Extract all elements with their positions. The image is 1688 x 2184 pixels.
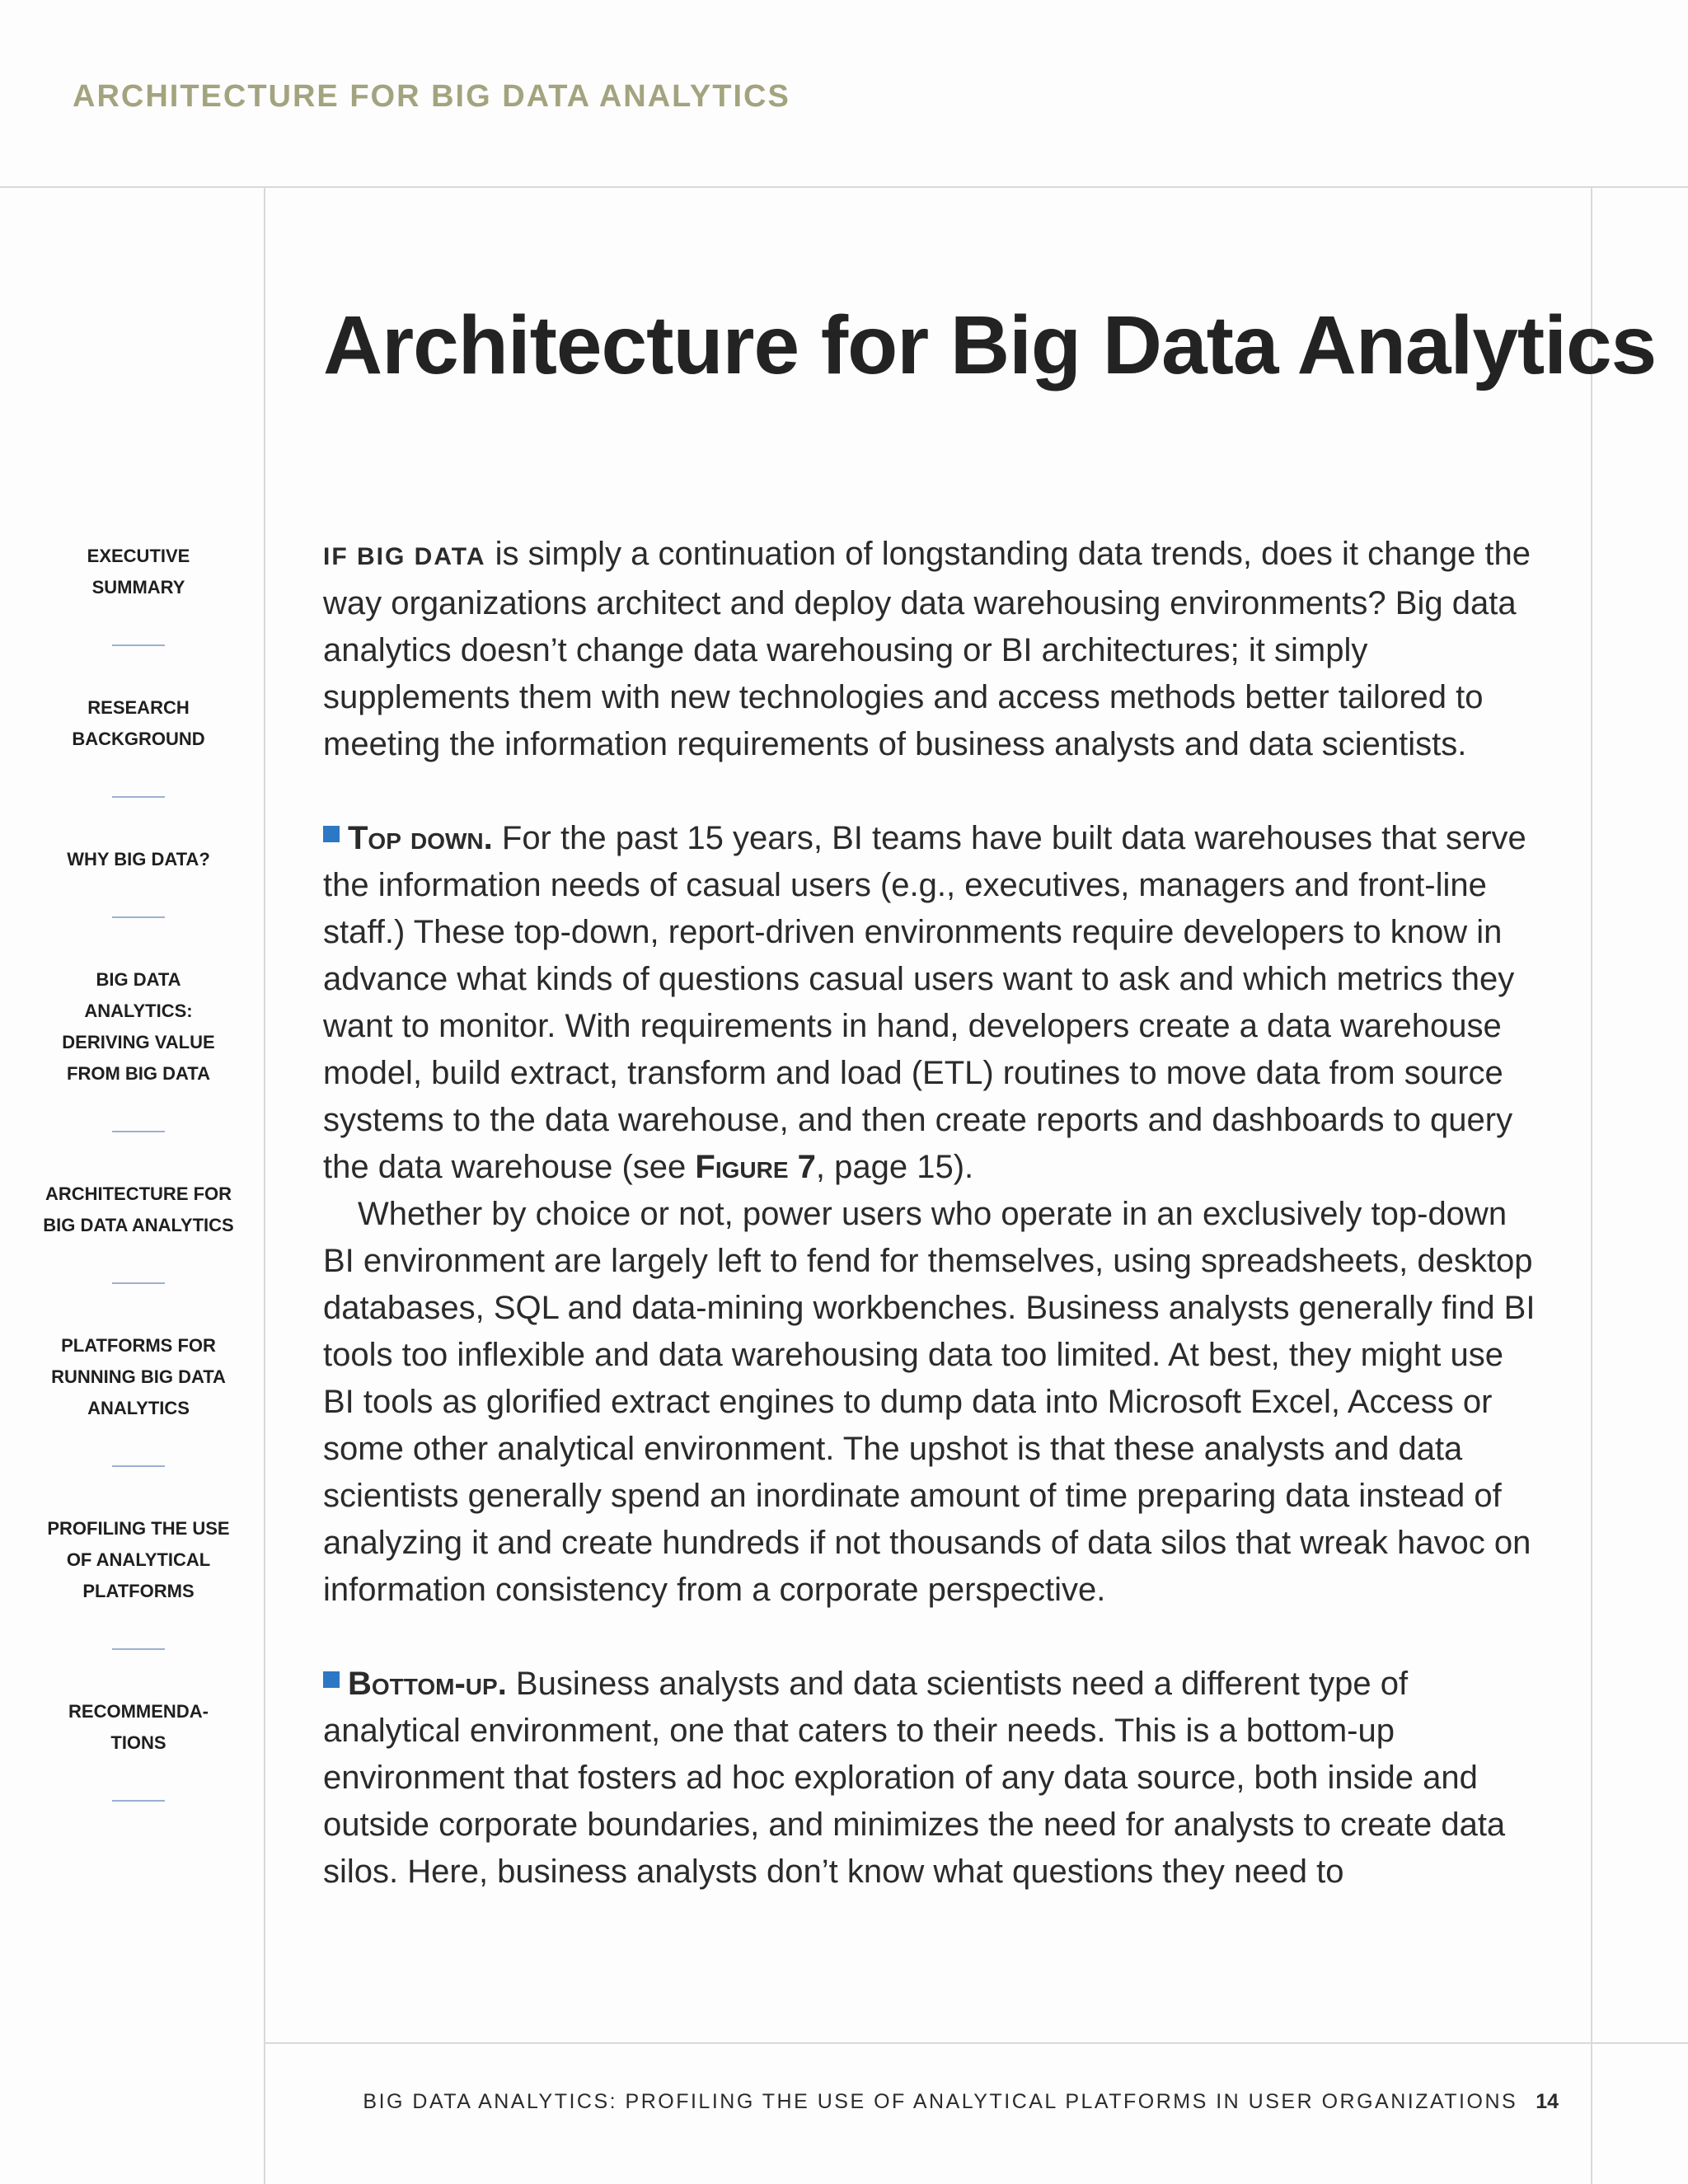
sidebar-item-big-data-analytics[interactable]: BIG DATA ANALYTICS: DERIVING VALUE FROM BIG DATA bbox=[62, 969, 215, 1084]
nav-separator bbox=[112, 1465, 165, 1467]
figure-7-link[interactable]: Figure 7 bbox=[695, 1149, 816, 1185]
nav-separator bbox=[112, 644, 165, 646]
sidebar-item-research-background[interactable]: RESEARCH BACKGROUND bbox=[72, 697, 205, 749]
sidebar-item-executive-summary[interactable]: EXECUTIVE SUMMARY bbox=[87, 546, 190, 598]
nav-separator bbox=[112, 1648, 165, 1650]
intro-lead-in: IF BIG DATA bbox=[323, 543, 486, 570]
footer bbox=[363, 2090, 1559, 2114]
frame-rule-right bbox=[1591, 186, 1592, 2184]
square-bullet-icon bbox=[323, 1671, 340, 1688]
page-number: 14 bbox=[1536, 2090, 1559, 2113]
bottom-up-paragraph bbox=[323, 1661, 1541, 1896]
nav-separator bbox=[112, 1282, 165, 1284]
header-bar bbox=[0, 0, 1688, 188]
top-down-heading: Top down. bbox=[348, 820, 493, 856]
footer-rule bbox=[264, 2042, 1688, 2044]
sidebar-item-recommendations[interactable]: RECOMMENDA-TIONS bbox=[68, 1701, 209, 1753]
sidebar-item-profiling[interactable]: PROFILING THE USE OF ANALYTICAL PLATFORMS bbox=[47, 1518, 230, 1601]
bottom-up-text: Business analysts and data scientists need a different type of analytical environment, one that caters to their needs. This is a bottom-up environment that fosters ad hoc exploration of any data source, both inside and outside corporate boundaries, and minimizes the need for analysts to create data silos. Here, business analysts don’t know what questions they need to bbox=[323, 1666, 1506, 1890]
sidebar-nav bbox=[0, 541, 277, 1848]
intro-text: is simply a continuation of longstanding data trends, does it change the way organizations architect and deploy data warehousing environments? Big data analytics doesn’t change data warehousing or BI architectures; it simply supplements them with new technologies and access methods better tailored to meeting the information requirements of business analysts and data scientists. bbox=[323, 536, 1531, 762]
sidebar-item-why-big-data[interactable]: WHY BIG DATA? bbox=[67, 849, 210, 869]
sidebar-item-architecture[interactable]: ARCHITECTURE FOR BIG DATA ANALYTICS bbox=[43, 1183, 234, 1235]
nav-separator bbox=[112, 1800, 165, 1802]
article-body bbox=[323, 531, 1541, 1896]
bottom-up-heading: Bottom-up. bbox=[348, 1666, 507, 1702]
power-users-paragraph: Whether by choice or not, power users who operate in an exclusively top-down BI environment are largely left to fend for themselves, using spreadsheets, desktop databases, SQL and data-mining workbenches. Business analysts generally find BI tools too inflexible and data warehousing data too limited. At best, they might use BI tools as glorified extract engines to dump data into Microsoft Excel, Access or some other analytical environment. The upshot is that these analysts and data scientists generally spend an inordinate amount of time preparing data instead of analyzing it and create hundreds if not thousands of data silos that wreak havoc on information consistency from a corporate perspective. bbox=[323, 1196, 1536, 1608]
nav-separator bbox=[112, 916, 165, 918]
sidebar-item-platforms[interactable]: PLATFORMS FOR RUNNING BIG DATA ANALYTICS bbox=[51, 1335, 226, 1418]
footer-title: BIG DATA ANALYTICS: PROFILING THE USE OF ANALYTICAL PLATFORMS IN USER ORGANIZATIONS bbox=[363, 2090, 1518, 2113]
top-down-text-after: , page 15). bbox=[815, 1149, 974, 1185]
top-down-paragraph bbox=[323, 815, 1541, 1191]
page-title: Architecture for Big Data Analytics bbox=[323, 299, 1657, 391]
nav-separator bbox=[112, 1131, 165, 1132]
running-title: ARCHITECTURE FOR BIG DATA ANALYTICS bbox=[73, 79, 790, 114]
intro-paragraph bbox=[323, 531, 1541, 768]
square-bullet-icon bbox=[323, 826, 340, 842]
nav-separator bbox=[112, 796, 165, 798]
top-down-text: For the past 15 years, BI teams have built data warehouses that serve the information needs of casual users (e.g., executives, managers and front-line staff.) These top-down, report-driven environments require developers to know in advance what kinds of questions casual users want to ask and which metrics they want to monitor. With requirements in hand, developers create a data warehouse model, build extract, transform and load (ETL) routines to move data from source systems to the data warehouse, and then create reports and dashboards to query the data warehouse (see bbox=[323, 820, 1526, 1185]
